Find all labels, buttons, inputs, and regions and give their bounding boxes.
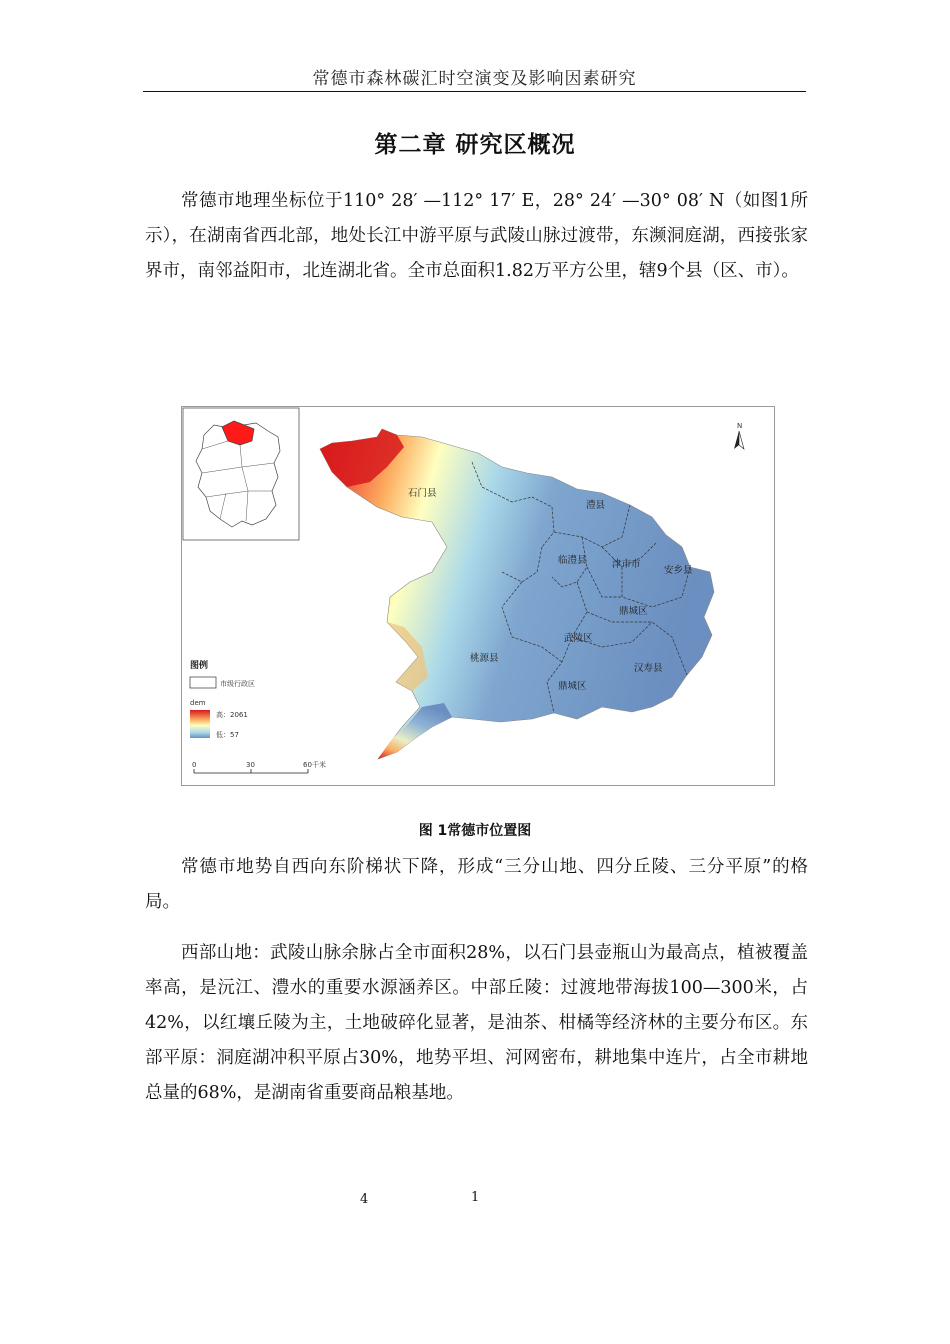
scale-bar <box>192 760 326 773</box>
footnote-marker: 1 <box>471 1190 480 1205</box>
label-taoyuan: 桃源县 <box>470 653 499 664</box>
legend-low: 低：57 <box>216 731 239 739</box>
legend-boundary-swatch <box>190 677 216 688</box>
running-header: 常德市森林碳汇时空演变及影响因素研究 <box>312 69 637 89</box>
header-rule <box>143 91 806 92</box>
map-legend <box>190 659 255 739</box>
label-shimen: 石门县 <box>408 488 437 499</box>
page-number: 4 <box>360 1192 369 1207</box>
label-jinshi: 津市市 <box>612 559 641 570</box>
svg-text:N: N <box>737 422 743 430</box>
svg-text:0: 0 <box>192 761 197 769</box>
inset-locator-map <box>183 408 299 540</box>
label-wuling: 武陵区 <box>564 633 593 644</box>
label-dingcheng-south: 鼎城区 <box>558 681 587 692</box>
svg-text:60: 60 <box>303 761 312 769</box>
legend-title: 图例 <box>190 661 209 671</box>
label-linli: 临澧县 <box>558 555 587 566</box>
legend-dem-ramp <box>190 710 210 738</box>
svg-text:千米: 千米 <box>312 761 326 769</box>
legend-dem-label: dem <box>190 699 206 707</box>
paragraph-zones: 西部山地：武陵山脉余脉占全市面积28%，以石门县壶瓶山为最高点，植被覆盖率高，是沅江、澧水的重要水源涵养区。中部丘陵：过渡地带海拔100—300米，占42%，以红壤丘陵为主，土地破碎化显著，是油茶、柑橘等经济林的主要分布区。东部平原：洞庭湖冲积平原占30%，地势平坦、河网密布，耕地集中连片，占全市耕地总量的68%，是湖南省重要商品粮基地。 <box>145 943 808 1103</box>
label-dingcheng-north: 鼎城区 <box>619 606 648 617</box>
chapter-title: 第二章 研究区概况 <box>374 132 576 158</box>
svg-text:30: 30 <box>246 761 255 769</box>
dem-map <box>320 429 714 759</box>
paragraph-terrain: 常德市地势自西向东阶梯状下降，形成“三分山地、四分丘陵、三分平原”的格局。 <box>145 857 808 912</box>
legend-boundary-label: 市级行政区 <box>220 680 255 688</box>
paragraph-location: 常德市地理坐标位于110° 28′ —112° 17′ E，28° 24′ —30° 08′ N（如图1所示），在湖南省西北部，地处长江中游平原与武陵山脉过渡带，东濒洞庭湖，西接张家界市，南邻益阳市，北连湖北省。全市总面积1.82万平方公里，辖9个县（区、市）。 <box>145 191 808 281</box>
label-anxiang: 安乡县 <box>664 565 693 576</box>
figure-caption: 图 1常德市位置图 <box>418 823 532 839</box>
label-lixian: 澧县 <box>586 500 606 511</box>
label-hanshou: 汉寿县 <box>634 663 663 674</box>
location-map-figure <box>181 406 775 786</box>
north-arrow-icon <box>734 422 744 449</box>
legend-high: 高：2061 <box>216 711 248 719</box>
